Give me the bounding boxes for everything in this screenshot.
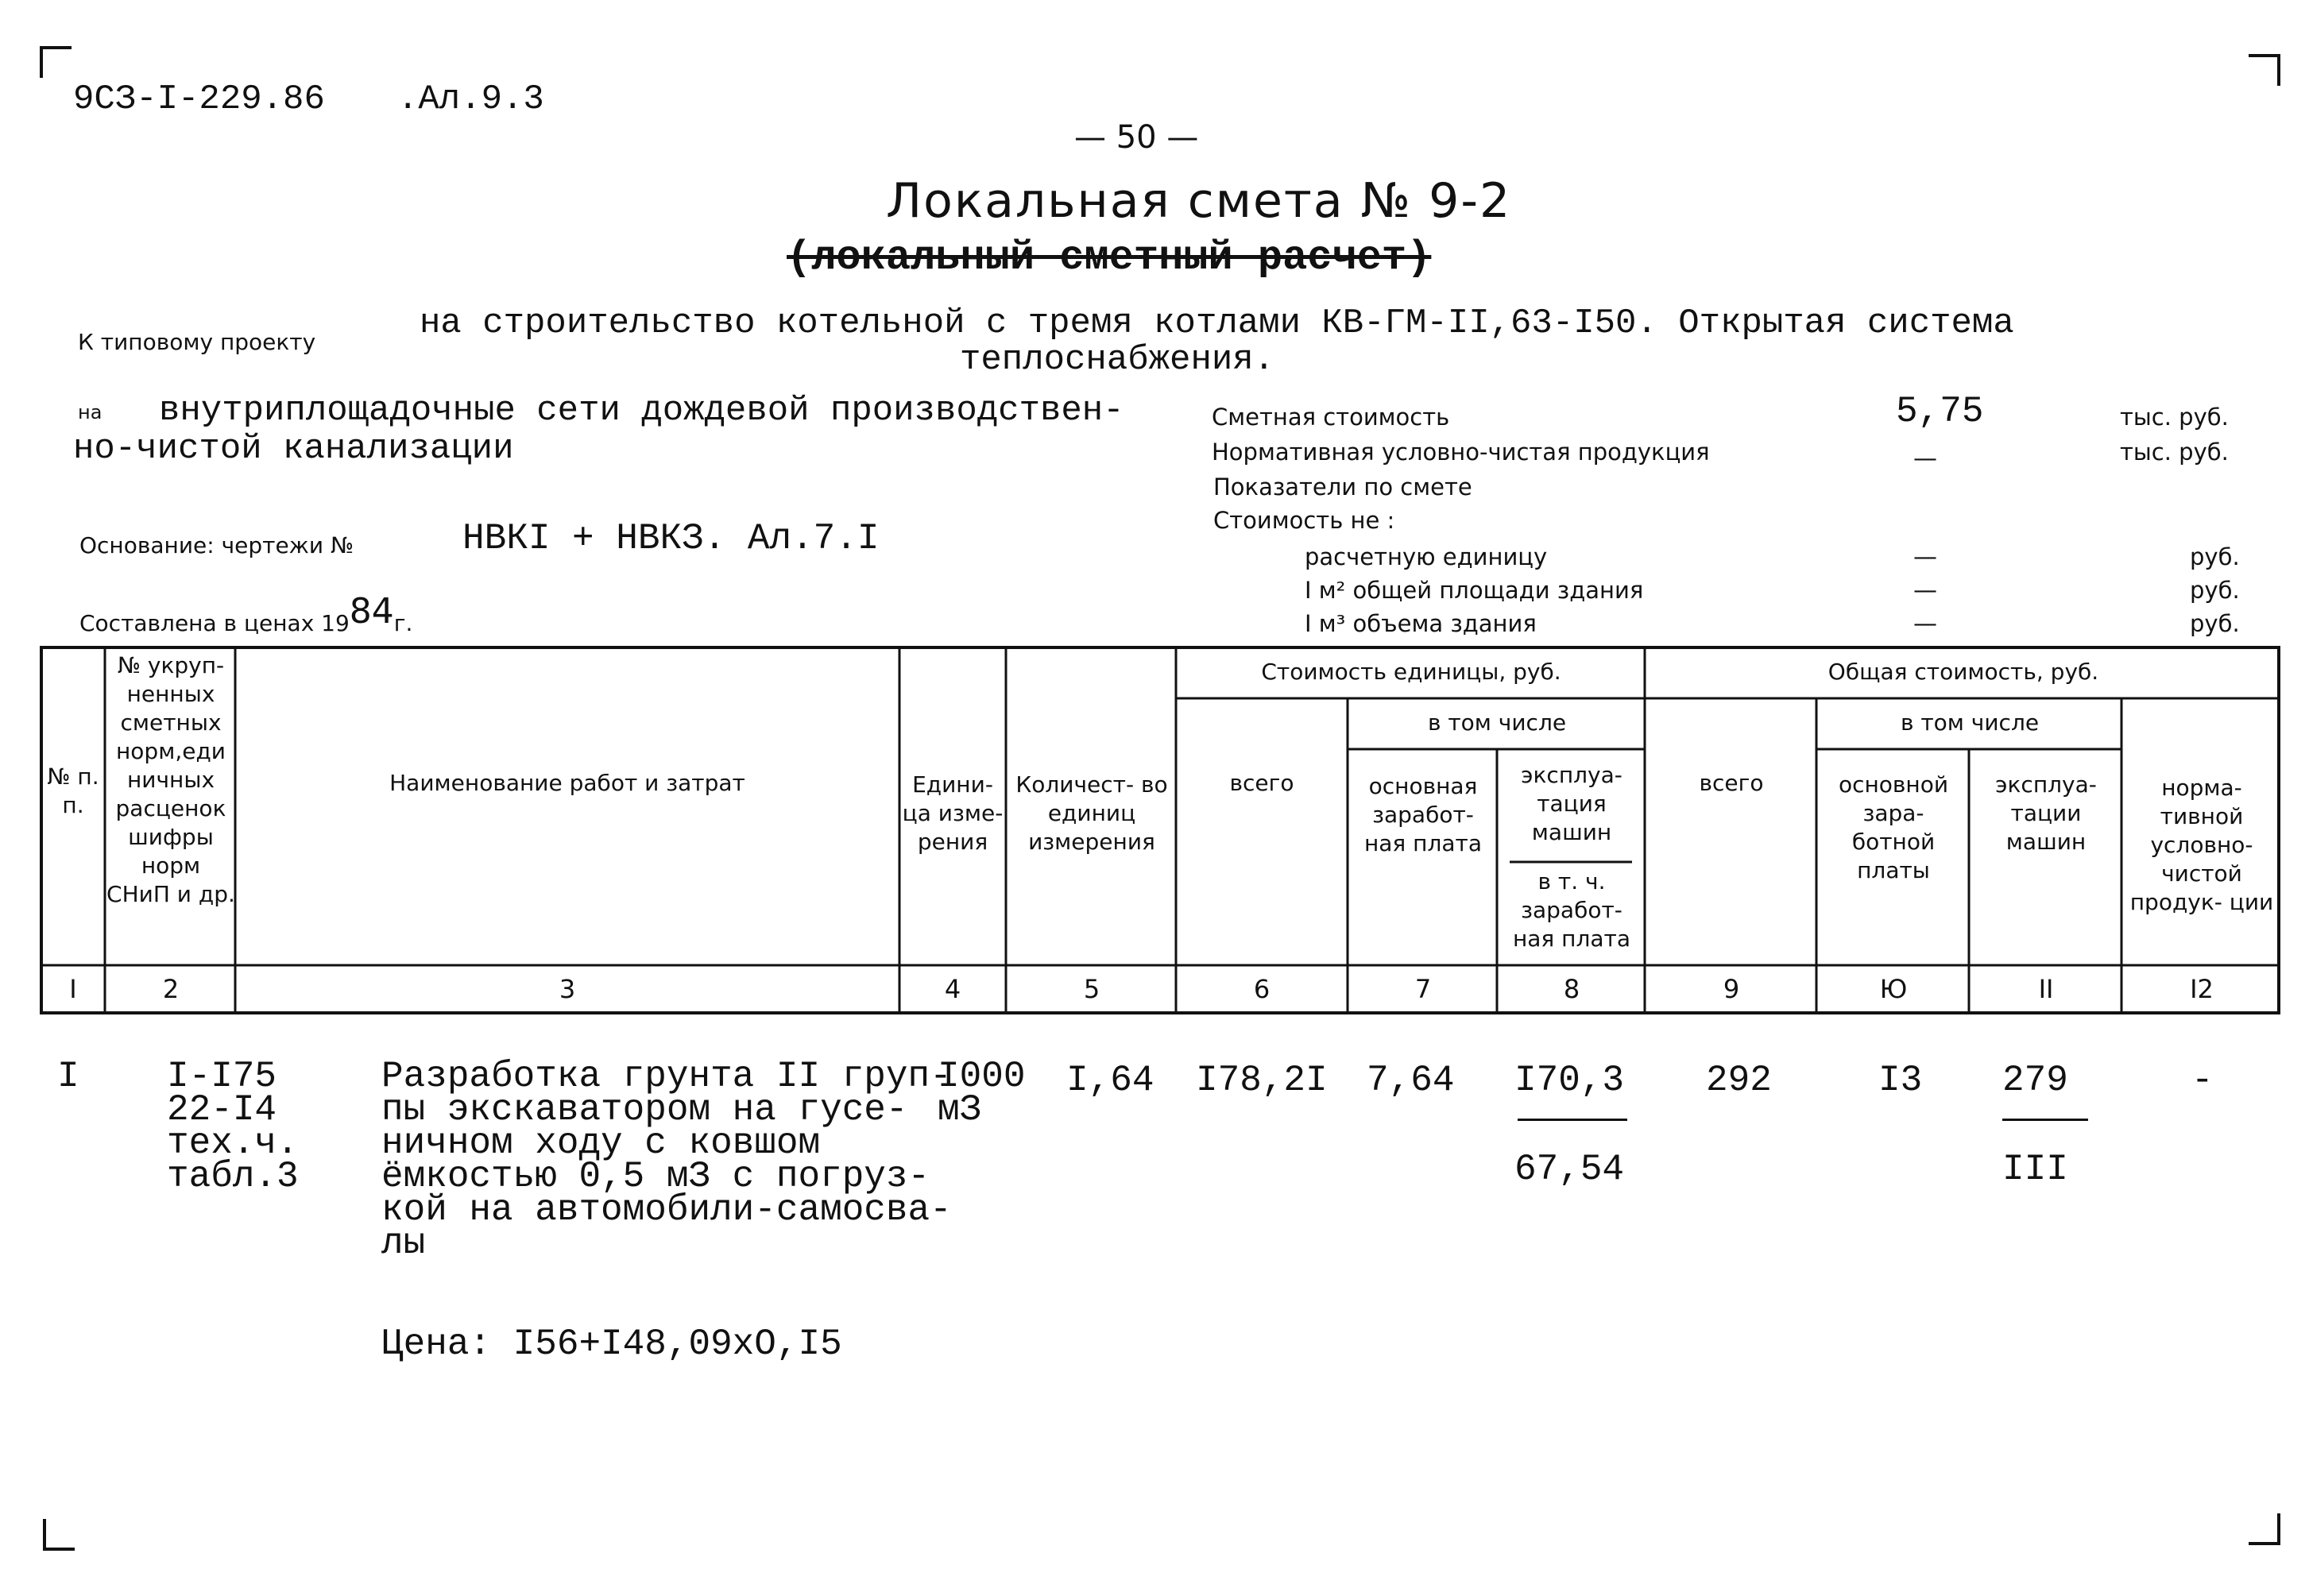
row-no: I bbox=[57, 1056, 79, 1097]
header-unit-machine-wage: в т. ч. заработ- ная плата bbox=[1512, 868, 1631, 952]
header-unit-wage: основная заработ- ная плата bbox=[1363, 773, 1483, 856]
prices-suffix: г. bbox=[393, 610, 413, 636]
col-number: Ю bbox=[1879, 974, 1908, 1004]
row-name-line: кой на автомобили-самосва- bbox=[381, 1189, 952, 1231]
header-incl-2: в том числе bbox=[1900, 709, 2040, 736]
summary-per-m3-unit: руб. bbox=[2190, 610, 2240, 637]
prices-year: 84 bbox=[349, 591, 394, 632]
row-name-line: пы экскаватором на гусе- bbox=[381, 1089, 908, 1130]
row-total: 292 bbox=[1706, 1060, 1772, 1101]
summary-normative-label: Нормативная условно-чистая продукция bbox=[1212, 439, 1710, 466]
summary-cost-label: Сметная стоимость bbox=[1212, 404, 1450, 431]
row-qty: I,64 bbox=[1066, 1060, 1154, 1101]
header-total-group: Общая стоимость, руб. bbox=[1827, 659, 2099, 685]
summary-normative-unit: тыс. руб. bbox=[2120, 439, 2229, 466]
header-unit-cost-group: Стоимость единицы, руб. bbox=[1261, 659, 1561, 685]
row-unit-machine: I70,3 bbox=[1514, 1060, 1625, 1101]
page-title: Локальная смета № 9-2 bbox=[886, 173, 1512, 229]
summary-normative-value: — bbox=[1913, 445, 1937, 473]
col-number: 4 bbox=[944, 974, 961, 1004]
header-unit: Едини- ца изме- рения bbox=[902, 771, 1004, 855]
row-unit-machine-wage: 67,54 bbox=[1514, 1149, 1625, 1190]
summary-per-unit-unit: руб. bbox=[2190, 543, 2240, 570]
object-label: на bbox=[78, 401, 102, 423]
summary-per-m2-label: I м² общей площади здания bbox=[1305, 577, 1644, 604]
row-name-line: ничном ходу с ковшом bbox=[381, 1123, 821, 1164]
fraction-bar bbox=[1518, 1119, 1627, 1121]
project-text-line-1: на строительство котельной с тремя котлами КВ-ГМ-II,63-I50. Открытая система bbox=[420, 303, 2014, 343]
summary-indicators-label: Показатели по смете bbox=[1213, 473, 1472, 500]
header-total-machine: эксплуа- тации машин bbox=[1995, 771, 2097, 855]
album-ref: .Ал.9.3 bbox=[397, 79, 544, 119]
row-code-line: табл.3 bbox=[167, 1156, 299, 1197]
header-qty: Количест- во единиц измерения bbox=[1015, 771, 1168, 855]
summary-per-m3-label: I м³ объема здания bbox=[1305, 610, 1537, 637]
summary-per-m2-unit: руб. bbox=[2190, 577, 2240, 604]
row-total-wage: I3 bbox=[1878, 1060, 1923, 1101]
header-no: № п. п. bbox=[47, 763, 99, 818]
title-struck-out: (локальный сметный расчет) bbox=[787, 234, 1432, 281]
corner-mark-bottom-right bbox=[2249, 1513, 2280, 1545]
corner-mark-top-right bbox=[2249, 54, 2280, 86]
page-number: — 50 — bbox=[1074, 119, 1199, 156]
summary-cost-value: 5,75 bbox=[1896, 391, 1984, 432]
corner-mark-top-left bbox=[40, 46, 72, 78]
summary-cost-per-label: Стоимость не : bbox=[1213, 507, 1395, 534]
col-number: 7 bbox=[1414, 974, 1432, 1004]
col-number: II bbox=[2038, 974, 2054, 1004]
prices-label: Составлена в ценах 19 bbox=[79, 610, 350, 636]
header-work-name: Наименование работ и затрат bbox=[389, 770, 745, 796]
col-number: 3 bbox=[559, 974, 576, 1004]
prices-line bbox=[79, 591, 413, 640]
object-text-line-2: но-чистой канализации bbox=[73, 429, 514, 469]
header-norm-code: № укруп- ненных сметных норм,еди ничных расценок шифры норм СНиП и др. bbox=[106, 652, 235, 907]
row-unit-total: I78,2I bbox=[1196, 1060, 1328, 1101]
summary-per-unit-label: расчетную единицу bbox=[1305, 543, 1548, 570]
col-number: I bbox=[69, 974, 77, 1004]
summary-per-unit-value: — bbox=[1913, 543, 1937, 571]
price-note: Цена: I56+I48,09хО,I5 bbox=[381, 1324, 842, 1365]
header-incl-1: в том числе bbox=[1427, 709, 1567, 736]
col-number: 9 bbox=[1723, 974, 1740, 1004]
col-number: 6 bbox=[1253, 974, 1271, 1004]
corner-mark-bottom-left bbox=[43, 1519, 75, 1551]
col-number: I2 bbox=[2190, 974, 2214, 1004]
summary-per-m3-value: — bbox=[1913, 610, 1937, 638]
row-unit-line: I000 bbox=[938, 1056, 1026, 1097]
row-code-line: I-I75 bbox=[167, 1056, 277, 1097]
row-code-line: тех.ч. bbox=[167, 1123, 299, 1164]
summary-cost-unit: тыс. руб. bbox=[2120, 404, 2229, 431]
header-total-wage: основной зара- ботной платы bbox=[1838, 771, 1949, 883]
project-text-line-2: теплоснабжения. bbox=[960, 340, 1275, 380]
fraction-bar bbox=[2002, 1119, 2088, 1121]
row-name-line: Разработка грунта II груп- bbox=[381, 1056, 952, 1097]
col-number: 5 bbox=[1083, 974, 1100, 1004]
row-code-line: 22-I4 bbox=[167, 1089, 277, 1130]
row-name-line: лы bbox=[381, 1223, 426, 1264]
project-label: К типовому проекту bbox=[78, 329, 316, 355]
header-unit-machine: эксплуа- тация машин bbox=[1521, 762, 1622, 845]
header-total: всего bbox=[1699, 770, 1764, 796]
object-text-line-1: внутриплощадочные сети дождевой производствен- bbox=[159, 391, 1124, 431]
document-code: 9СЗ-I-229.86 bbox=[73, 79, 325, 119]
summary-per-m2-value: — bbox=[1913, 577, 1937, 605]
basis-label: Основание: чертежи № bbox=[79, 532, 354, 558]
basis-value: НВКI + НВКЗ. Ал.7.I bbox=[462, 518, 880, 559]
row-name-line: ёмкостью 0,5 мЗ с погруз- bbox=[381, 1156, 930, 1197]
row-unit-wage: 7,64 bbox=[1367, 1060, 1455, 1101]
col-number: 8 bbox=[1563, 974, 1580, 1004]
row-total-machine-wage: III bbox=[2002, 1149, 2068, 1190]
col-number: 2 bbox=[162, 974, 180, 1004]
header-unit-total: всего bbox=[1229, 770, 1294, 796]
row-total-normative: - bbox=[2191, 1060, 2214, 1101]
row-unit-line: мЗ bbox=[938, 1089, 982, 1130]
row-total-machine: 279 bbox=[2002, 1060, 2068, 1101]
header-normative: норма- тивной условно- чистой продук- ции bbox=[2129, 775, 2274, 915]
